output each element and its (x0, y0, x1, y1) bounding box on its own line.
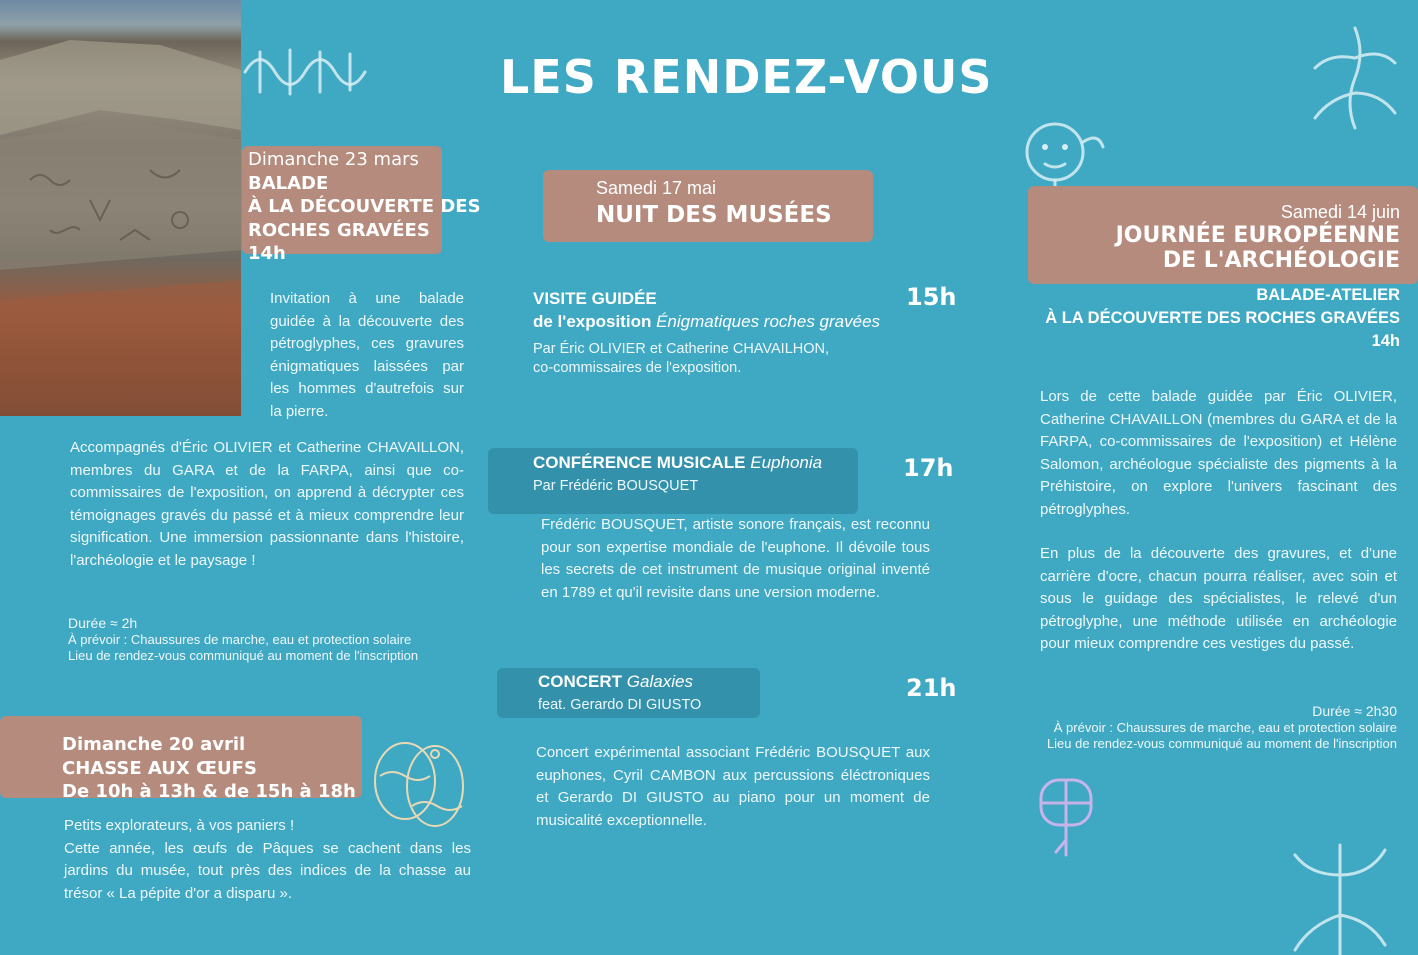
activity-speaker: Par Éric OLIVIER et Catherine CHAVAILHON, (533, 341, 830, 357)
event-meeting: Lieu de rendez-vous communiqué au moment de l'inscription (68, 648, 419, 663)
event-title: JOURNÉE EUROPÉENNE (1115, 223, 1400, 248)
event-title: À LA DÉCOUVERTE DES (248, 196, 481, 217)
event-duration: Durée ≈ 2h (68, 615, 138, 631)
event-header-juin (1000, 201, 1400, 273)
activity-conference (533, 452, 903, 498)
event-date: Dimanche 23 mars (248, 149, 419, 170)
event-date: Samedi 17 mai (596, 178, 717, 198)
activity-concert (538, 671, 838, 717)
event-body: En plus de la découverte des gravures, et d'une carrière d'ocre, chacun pourra réaliser, avec soin et sous le guidage des spécialistes, le relevé d'un pétroglyphe, une méthode utilisée en archéologie pour mieux comprendre ces vestiges du passé. (1040, 545, 1397, 652)
event-body-line: Cette année, les œufs de Pâques se cachent dans les jardins du musée, tout près des indices de la chasse au trésor « La pépite d'or a disparu ». (64, 839, 471, 902)
event-title: NUIT DES MUSÉES (596, 202, 832, 228)
activity-speaker: feat. Gerardo DI GIUSTO (538, 697, 702, 713)
event-date: Samedi 14 juin (1280, 202, 1400, 222)
event-date: Dimanche 20 avril (62, 734, 246, 755)
event-body: Accompagnés d'Éric OLIVIER et Catherine CHAVAILLON, membres du GARA et de la FARPA, ainsi que co-commissaires de l'exposition, on apprend à décrypter ces témoignages gravés du passé et à mieux comprendre leur signification. Une immersion passionnante dans l'histoire, l'archéologie et le paysage ! (70, 439, 464, 569)
activity-visit (533, 288, 953, 378)
page-title: LES RENDEZ-VOUS (500, 50, 993, 104)
event-title: ROCHES GRAVÉES (248, 219, 430, 241)
activity-title: CONFÉRENCE MUSICALE (533, 453, 746, 472)
event-time: De 10h à 13h & de 15h à 18h (62, 781, 356, 802)
activity-title: VISITE GUIDÉE (533, 289, 657, 308)
activity-time: 21h (906, 674, 957, 702)
event-subtitle-line: À LA DÉCOUVERTE DES ROCHES GRAVÉES (1045, 309, 1400, 327)
activity-speaker: co-commissaires de l'exposition. (533, 360, 742, 376)
activity-title-italic: Galaxies (626, 672, 693, 691)
event-intro: Invitation à une balade guidée à la découverte des pétroglyphes, ces gravures énigmatiques laissées par les hommes d'autrefois sur la pierre. (270, 290, 464, 420)
activity-body: Frédéric BOUSQUET, artiste sonore français, est reconnu pour son expertise mondiale de l'euphone. Il dévoile tous les secrets de cet instrument de musique original inventé en 1789 et qu'il revisite dans une version moderne. (541, 516, 930, 601)
event-body-line: Petits explorateurs, à vos paniers ! (64, 817, 295, 834)
event-subtitle (990, 284, 1400, 353)
event-title: CHASSE AUX ŒUFS (62, 757, 257, 779)
event-time: 14h (1371, 332, 1400, 350)
activity-title: de l'exposition (533, 312, 652, 331)
event-meeting: Lieu de rendez-vous communiqué au moment de l'inscription (1046, 736, 1397, 751)
activity-time: 17h (903, 454, 954, 482)
activity-speaker: Par Frédéric BOUSQUET (533, 478, 699, 494)
event-duration: Durée ≈ 2h30 (1312, 703, 1397, 719)
activity-title-italic: Énigmatiques roches gravées (656, 312, 881, 331)
event-header-mars (248, 148, 488, 266)
event-body: Lors de cette balade guidée par Éric OLIVIER, Catherine CHAVAILLON (membres du GARA et de la FARPA, co-commissaires de l'exposition) et Hélène Salomon, archéologue spécialiste des pigments à la Préhistoire, on explore l'univers fascinant des pétroglyphes. (1040, 388, 1397, 518)
event-time: 14h (248, 243, 286, 264)
activity-title: CONCERT (538, 672, 623, 691)
event-header-mai (596, 177, 876, 231)
event-subtitle-line: BALADE-ATELIER (1256, 286, 1400, 304)
activity-body: Concert expérimental associant Frédéric BOUSQUET aux euphones, Cyril CAMBON aux percussions éléctroniques et Gerardo DI GIUSTO au piano pour un moment de musicalité exceptionnelle. (536, 744, 930, 829)
petroglyph-lizard-icon (1300, 18, 1410, 138)
petroglyph-rope-icon (240, 42, 375, 104)
petroglyph-dancer-icon (1285, 835, 1400, 955)
event-practical-info (990, 702, 1397, 752)
event-bring: À prévoir : Chaussures de marche, eau et protection solaire (68, 632, 412, 647)
activity-title-italic: Euphonia (750, 453, 823, 472)
event-title: DE L'ARCHÉOLOGIE (1162, 248, 1400, 273)
rock-engraving-photo (0, 0, 241, 416)
activity-time: 15h (906, 283, 957, 311)
event-header-avril (62, 733, 362, 804)
event-practical-info (68, 614, 488, 664)
event-bring: À prévoir : Chaussures de marche, eau et protection solaire (1053, 720, 1397, 735)
event-title: BALADE (248, 172, 329, 194)
event-body (64, 815, 471, 905)
petroglyph-lattice-icon (1035, 775, 1100, 860)
